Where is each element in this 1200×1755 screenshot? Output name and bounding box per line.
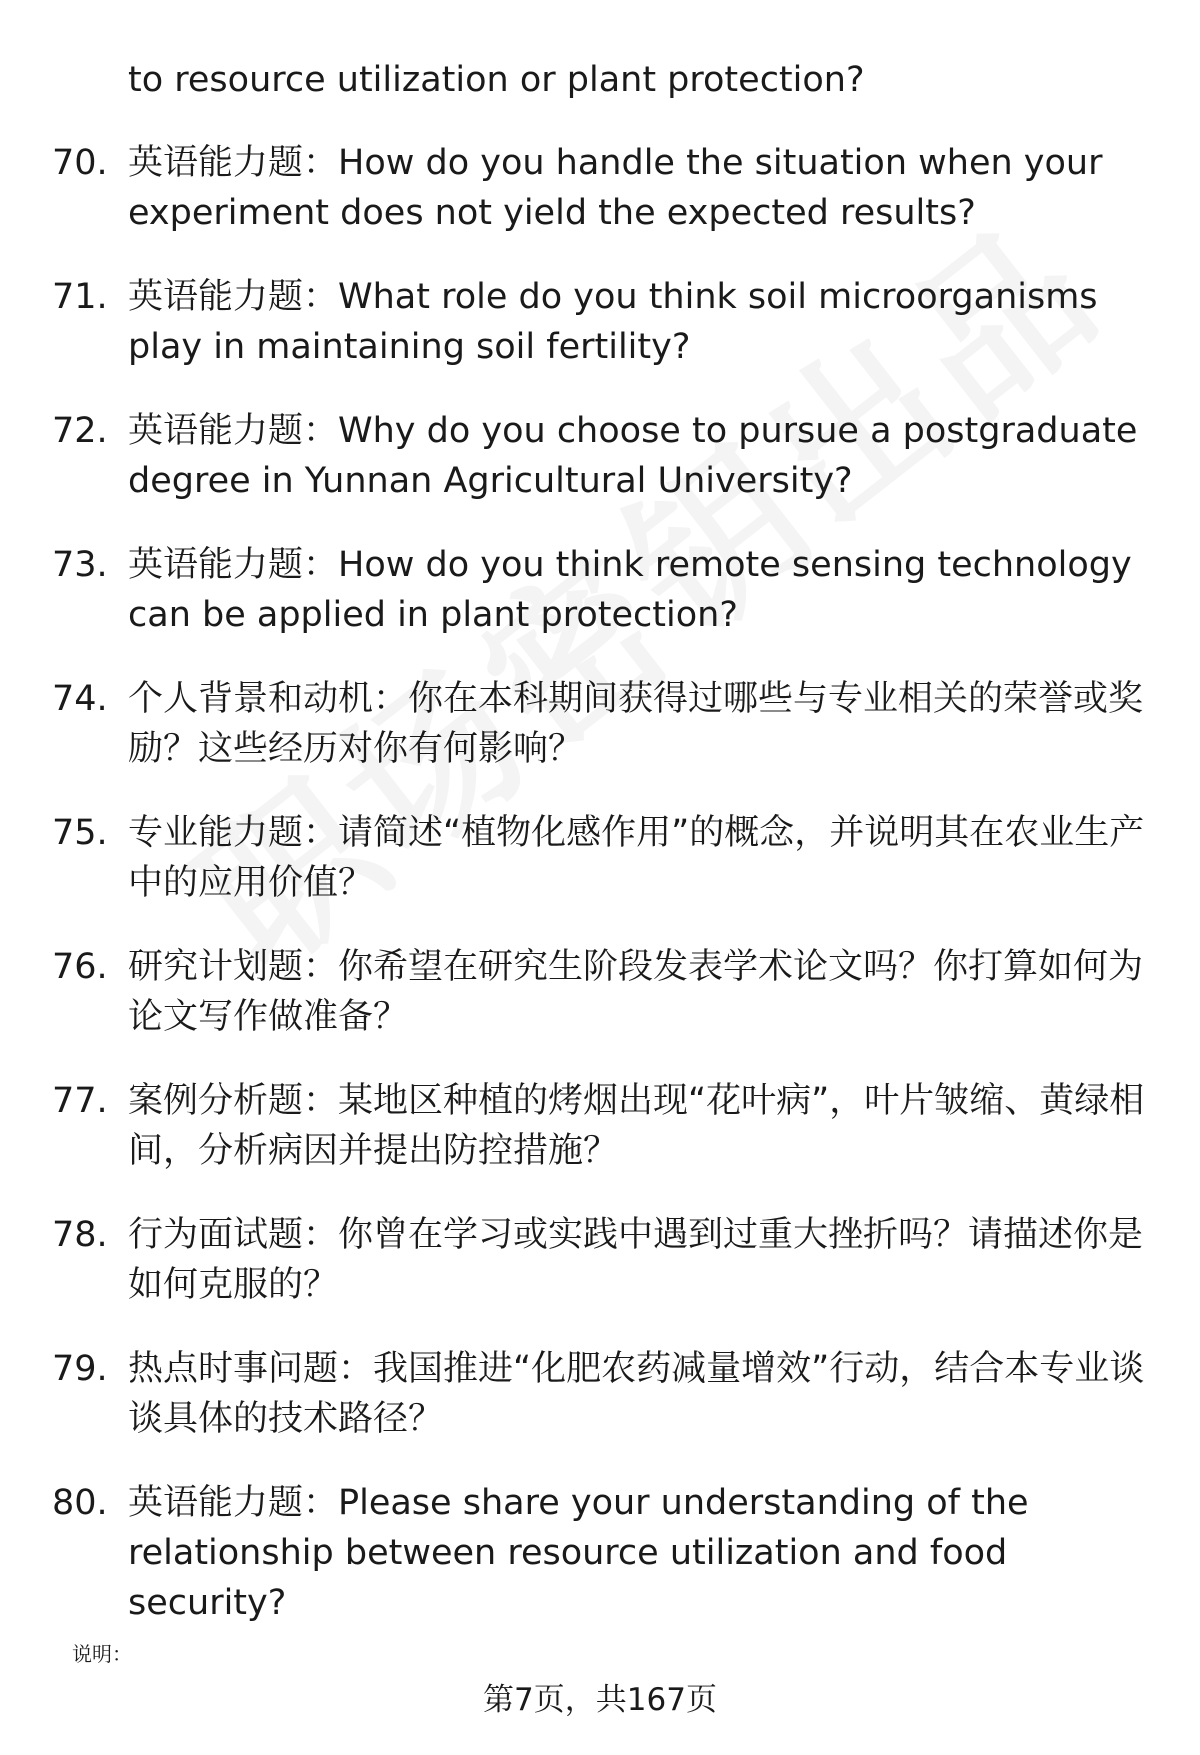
- question-number: 80.: [52, 1483, 108, 1523]
- question-item: [0, 942, 1200, 1042]
- question-text: 英语能力题：How do you handle the situation when your experiment does not yield the expected results?: [128, 143, 1103, 233]
- question-number: 72.: [52, 411, 108, 451]
- question-item: [0, 540, 1200, 640]
- question-number: 77.: [52, 1081, 108, 1121]
- question-item: [0, 808, 1200, 908]
- question-item: [0, 138, 1200, 238]
- page-number: 第7页，共167页: [483, 1682, 717, 1718]
- question-text: 英语能力题：How do you think remote sensing technology can be applied in plant protection?: [128, 545, 1132, 635]
- question-text: 行为面试题：你曾在学习或实践中遇到过重大挫折吗？请描述你是如何克服的？: [128, 1215, 1144, 1305]
- continuation-text: to resource utilization or plant protection?: [128, 60, 865, 100]
- question-number: 73.: [52, 545, 108, 585]
- question-number: 76.: [52, 947, 108, 987]
- question-text: 英语能力题：Please share your understanding of the relationship between resource utilization and food security?: [128, 1483, 1029, 1623]
- question-item: [0, 1478, 1200, 1628]
- question-text: 研究计划题：你希望在研究生阶段发表学术论文吗？你打算如何为论文写作做准备？: [128, 947, 1144, 1037]
- question-item: [0, 1344, 1200, 1444]
- question-number: 71.: [52, 277, 108, 317]
- question-number: 75.: [52, 813, 108, 853]
- question-item: [0, 1210, 1200, 1310]
- question-list: [0, 138, 1200, 1662]
- question-item: [0, 1076, 1200, 1176]
- question-text: 英语能力题：What role do you think soil microorganisms play in maintaining soil fertility?: [128, 277, 1098, 367]
- question-number: 70.: [52, 143, 108, 183]
- question-text: 英语能力题：Why do you choose to pursue a postgraduate degree in Yunnan Agricultural University?: [128, 411, 1138, 501]
- question-item: [0, 674, 1200, 774]
- question-text: 案例分析题：某地区种植的烤烟出现“花叶病”，叶片皱缩、黄绿相间，分析病因并提出防控措施？: [128, 1081, 1145, 1171]
- note-label: 说明：: [72, 1642, 132, 1666]
- question-number: 78.: [52, 1215, 108, 1255]
- question-item: [0, 272, 1200, 372]
- question-text: 个人背景和动机：你在本科期间获得过哪些与专业相关的荣誉或奖励？这些经历对你有何影响？: [128, 679, 1144, 769]
- question-text: 热点时事问题：我国推进“化肥农药减量增效”行动，结合本专业谈谈具体的技术路径？: [128, 1349, 1145, 1439]
- question-number: 79.: [52, 1349, 108, 1389]
- question-text: 专业能力题：请简述“植物化感作用”的概念，并说明其在农业生产中的应用价值？: [128, 813, 1145, 903]
- question-number: 74.: [52, 679, 108, 719]
- question-item: [0, 406, 1200, 506]
